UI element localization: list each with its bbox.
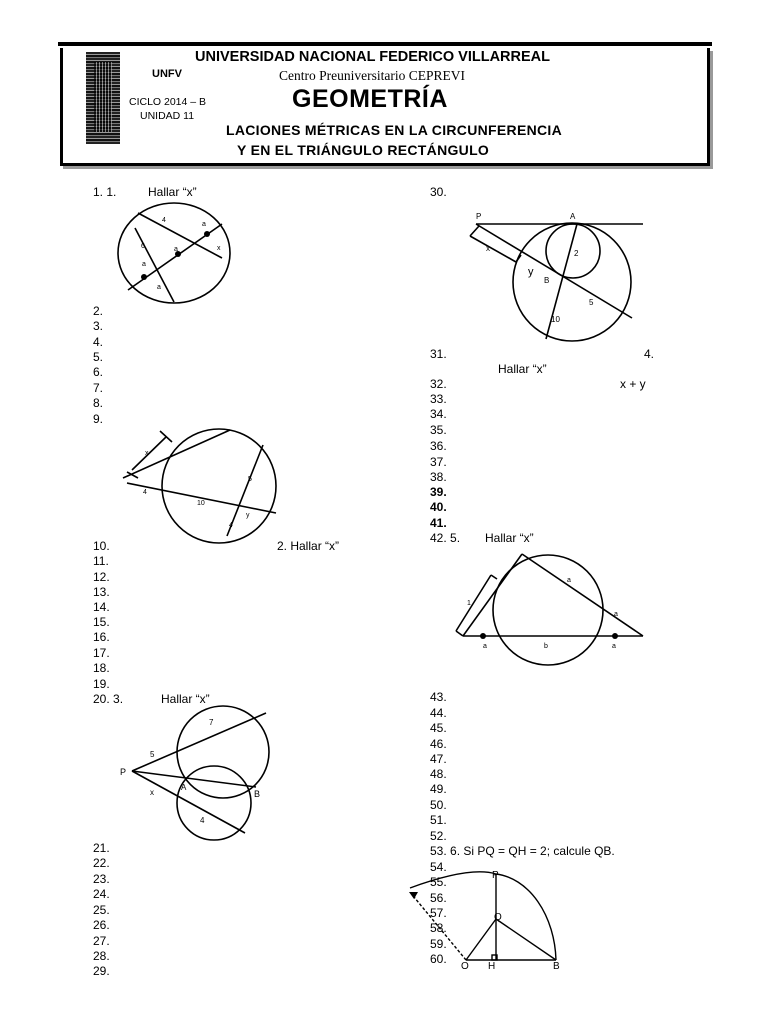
fig3-label: x [150,788,154,797]
list-item: 6. [93,365,104,379]
fig6-label: H [488,961,496,972]
subject-title: GEOMETRÍA [292,85,448,113]
list-item: 32. [430,377,447,391]
list-item: 18. [93,661,110,675]
fig1-label: x [217,245,221,252]
list-item: 30. [430,185,447,199]
list-item: 54. [430,860,447,874]
fig4-label: A [570,212,576,221]
list-item: 37. [430,455,447,469]
list-item: 5. [93,350,104,364]
list-item: 17. [93,646,110,660]
problem-4-prompt: Hallar “x” [498,362,547,376]
list-item: 50. [430,798,447,812]
fig1-label: a [174,246,178,253]
list-item: 49. [430,782,447,796]
list-item: 3. [93,319,104,333]
fig5-label: a [614,611,618,618]
list-item: 4. [93,335,104,349]
cycle-label: CICLO 2014 – B [129,96,207,108]
list-item: 38. [430,470,447,484]
fig1-label: a [157,284,161,291]
problem-2-prompt: 2. Hallar “x” [277,539,340,553]
unit-label: UNIDAD 11 [140,110,195,122]
fig2-label: 4 [143,489,147,496]
fig1-label: 6 [141,243,145,250]
fig4-label: P [476,212,482,221]
list-item: 36. [430,439,447,453]
list-item: 25. [93,903,110,917]
list-item: 48. [430,767,447,781]
fig6-label: P [492,870,499,881]
list-item: 9. [93,412,104,426]
list-item: 34. [430,407,447,421]
problem-4-number: 4. [644,347,655,361]
list-item: 21. [93,841,110,855]
fig4-label: y [528,266,534,278]
fig2-label: y [246,512,250,519]
list-item: 15. [93,615,110,629]
fig2-label: 5 [248,476,252,483]
problem-3-prompt: Hallar “x” [161,692,210,706]
list-item: 59. [430,937,447,951]
list-item: 56. [430,891,447,905]
list-item: 58. [430,921,447,935]
list-item: 42. 5. [430,531,461,545]
problem-5-prompt: Hallar “x” [485,531,534,545]
list-item: 1. 1. [93,185,117,199]
fig4-label: B [544,276,550,285]
list-item: 23. [93,872,110,886]
fig1-label: a [142,261,146,268]
list-item: 10. [93,539,110,553]
list-item: 29. [93,964,110,978]
fig3-label: B [254,789,261,799]
list-item: 12. [93,570,110,584]
fig4-label: 5 [589,298,594,307]
fig6-label: O [461,961,469,972]
list-item: 19. [93,677,110,691]
list-item: 46. [430,737,447,751]
list-item: 27. [93,934,110,948]
list-item: 57. [430,906,447,920]
list-item: 33. [430,392,447,406]
list-item: 53. 6. Si PQ = QH = 2; calcule QB. [430,844,615,858]
fig2-label: 10 [197,500,205,507]
list-item: 55. [430,875,447,889]
list-item: 28. [93,949,110,963]
list-item: 41. [430,516,447,530]
university-name: UNIVERSIDAD NACIONAL FEDERICO VILLARREAL [195,49,550,65]
fig5-label: b [544,643,548,650]
fig5-label: a [567,577,571,584]
list-item: 8. [93,396,104,410]
list-item: 7. [93,381,104,395]
fig2-label: x [145,450,149,457]
list-item: 11. [93,554,109,568]
list-item: 60. [430,952,447,966]
list-item: 22. [93,856,110,870]
list-item: 31. [430,347,447,361]
fig3-label: 7 [209,718,214,727]
list-item: 52. [430,829,447,843]
fig3-label: A [181,783,187,792]
fig4-label: x [486,244,490,253]
fig3-label: P [120,767,127,777]
list-item: 44. [430,706,447,720]
topic-line-2: Y EN EL TRIÁNGULO RECTÁNGULO [237,142,490,158]
problem-4-answer: x + y [620,377,646,391]
fig5-label: 1 [467,600,471,607]
list-item: 13. [93,585,110,599]
list-item: 40. [430,500,447,514]
list-item: 20. 3. [93,692,124,706]
fig6-label: B [553,961,560,972]
fig4-label: 2 [574,249,579,258]
fig3-label: 4 [200,816,205,825]
fig5-label: a [612,643,616,650]
center-name: Centro Preuniversitario CEPREVI [279,68,465,83]
fig3-label: 5 [150,750,155,759]
list-item: 16. [93,630,110,644]
problem-1-prompt: Hallar “x” [148,185,197,199]
fig2-label: 4 [229,522,233,529]
fig1-label: a [202,221,206,228]
list-item: 35. [430,423,447,437]
fig5-label: a [483,643,487,650]
university-acronym: UNFV [152,68,182,80]
list-item: 2. [93,304,104,318]
list-item: 26. [93,918,110,932]
fig6-label: Q [494,912,502,923]
list-item: 24. [93,887,110,901]
list-item: 51. [430,813,447,827]
list-item: 43. [430,690,447,704]
list-item: 14. [93,600,110,614]
list-item: 39. [430,485,447,499]
list-item: 45. [430,721,447,735]
list-item: 47. [430,752,447,766]
fig4-label: 10 [551,315,560,324]
fig1-label: 4 [162,217,166,224]
topic-line-1: LACIONES MÉTRICAS EN LA CIRCUNFERENCIA [226,122,562,138]
